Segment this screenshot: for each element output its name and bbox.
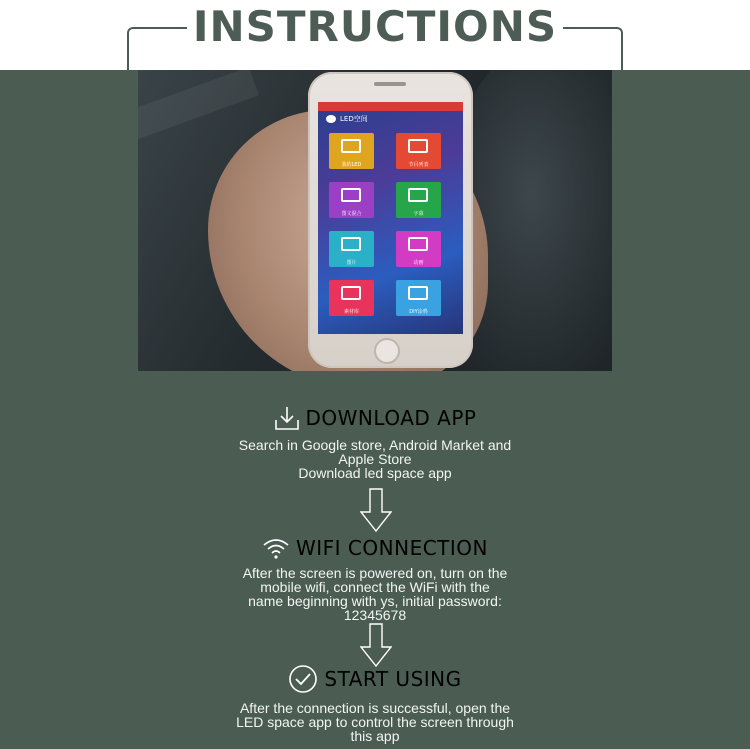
app-header <box>318 111 463 127</box>
down-arrow-icon <box>360 488 392 532</box>
gif-icon <box>408 237 428 251</box>
step-text-line: After the connection is successful, open the <box>239 700 511 716</box>
app-logo-icon <box>326 115 336 123</box>
led-icon <box>341 139 361 153</box>
text-icon <box>408 188 428 202</box>
tile-graphic-mix[interactable]: 图文混合 <box>329 182 374 218</box>
palette-icon <box>408 286 428 300</box>
home-button <box>374 338 400 364</box>
image-icon <box>341 237 361 251</box>
step-start-using <box>0 664 750 743</box>
app-name: LED空间 <box>340 115 368 123</box>
step-wifi <box>0 535 750 622</box>
download-icon <box>274 405 300 431</box>
step-heading-wifi: WIFI CONNECTION <box>296 536 488 560</box>
tile-diy[interactable]: DIY涂鸦 <box>396 280 441 316</box>
step-heading-start: START USING <box>324 667 462 691</box>
check-circle-icon <box>288 664 318 694</box>
step-heading-download: DOWNLOAD APP <box>305 406 477 430</box>
step-text-line: Download led space app <box>298 465 452 481</box>
step-text-line: mobile wifi, connect the WiFi with the <box>260 579 490 595</box>
step-text-line: this app <box>350 728 400 744</box>
tile-my-led[interactable]: 我的LED <box>329 133 374 169</box>
step-text-line: LED space app to control the screen through <box>236 714 514 730</box>
tile-program-list[interactable]: 节目列表 <box>396 133 441 169</box>
page-title: INSTRUCTIONS <box>187 2 563 52</box>
down-arrow-icon <box>360 623 392 667</box>
app-tile-grid <box>318 127 463 316</box>
step-text-line: Search in Google store, Android Market and <box>238 437 512 453</box>
phone-photo <box>138 70 612 371</box>
tile-material[interactable]: 素材库 <box>329 280 374 316</box>
smartphone <box>308 72 473 368</box>
tile-picture[interactable]: 图片 <box>329 231 374 267</box>
tile-animation[interactable]: 动画 <box>396 231 441 267</box>
layout-icon <box>341 188 361 202</box>
status-bar <box>318 102 463 111</box>
step-text-line: Apple Store <box>338 451 412 467</box>
search-list-icon <box>408 139 428 153</box>
step-text-line: 12345678 <box>343 607 407 623</box>
step-text-line: name beginning with ys, initial password: <box>248 593 502 609</box>
material-icon <box>341 286 361 300</box>
step-download <box>0 405 750 480</box>
header-banner <box>0 0 750 70</box>
tile-subtitle[interactable]: 字幕 <box>396 182 441 218</box>
phone-screen <box>318 102 463 334</box>
step-text-line: After the screen is powered on, turn on the <box>242 565 508 581</box>
wifi-icon <box>262 537 290 559</box>
